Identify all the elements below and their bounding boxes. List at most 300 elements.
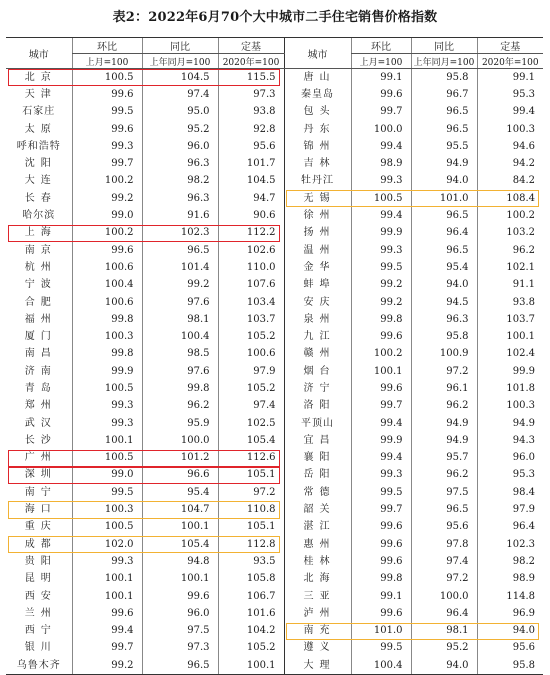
mom-cell-right: 99.4 xyxy=(351,207,411,224)
city-cell-right: 襄阳 xyxy=(284,450,351,467)
fixed-cell-left: 103.7 xyxy=(218,311,284,328)
fixed-cell-right: 100.3 xyxy=(477,398,543,415)
header-fixed-sub-left: 2020年=100 xyxy=(218,54,284,69)
city-cell-right: 烟台 xyxy=(284,363,351,380)
yoy-cell-right: 96.5 xyxy=(411,104,477,121)
fixed-cell-right: 99.4 xyxy=(477,104,543,121)
mom-cell-left: 99.6 xyxy=(72,605,142,622)
yoy-cell-right: 95.2 xyxy=(411,640,477,657)
fixed-cell-left: 90.6 xyxy=(218,207,284,224)
fixed-cell-right: 96.4 xyxy=(477,519,543,536)
city-cell-right: 锦州 xyxy=(284,138,351,155)
header-yoy-left: 同比 xyxy=(142,38,218,54)
city-cell-left: 广州 xyxy=(24,452,57,464)
fixed-cell-right: 97.9 xyxy=(477,501,543,518)
table-row xyxy=(6,121,543,138)
fixed-cell-left: 95.6 xyxy=(218,138,284,155)
yoy-cell-left: 99.6 xyxy=(142,588,218,605)
table-row xyxy=(6,623,543,640)
fixed-cell-left: 93.5 xyxy=(218,553,284,570)
mom-cell-right: 99.6 xyxy=(351,380,411,397)
table-row xyxy=(6,501,543,518)
table-row xyxy=(6,277,543,294)
yoy-cell-left: 97.6 xyxy=(142,294,218,311)
fixed-cell-left: 105.8 xyxy=(218,571,284,588)
yoy-cell-left: 96.5 xyxy=(142,657,218,675)
header-yoy-right: 同比 xyxy=(411,38,477,54)
fixed-cell-right: 95.3 xyxy=(477,86,543,103)
table-row xyxy=(6,104,543,121)
fixed-cell-left: 105.4 xyxy=(218,432,284,449)
yoy-cell-right: 97.2 xyxy=(411,571,477,588)
fixed-cell-left: 105.1 xyxy=(218,467,284,484)
yoy-cell-left: 96.5 xyxy=(142,242,218,259)
yoy-cell-left: 96.6 xyxy=(142,467,218,484)
city-cell-right: 扬州 xyxy=(284,225,351,242)
mom-cell-left: 99.3 xyxy=(72,398,142,415)
fixed-cell-right: 84.2 xyxy=(477,173,543,190)
mom-cell-left: 99.2 xyxy=(72,657,142,675)
city-cell-left: 太原 xyxy=(24,123,57,135)
mom-cell-left: 100.5 xyxy=(72,380,142,397)
mom-cell-right: 99.7 xyxy=(351,501,411,518)
yoy-cell-left: 95.2 xyxy=(142,121,218,138)
city-cell-left: 深圳 xyxy=(24,469,57,481)
city-cell-left: 武汉 xyxy=(24,417,57,429)
city-cell-left: 昆明 xyxy=(24,573,57,585)
mom-cell-left: 100.1 xyxy=(72,588,142,605)
table-row xyxy=(6,536,543,553)
yoy-cell-right: 97.5 xyxy=(411,484,477,501)
yoy-cell-right: 94.0 xyxy=(411,277,477,294)
yoy-cell-left: 104.7 xyxy=(142,501,218,518)
city-cell-right: 包头 xyxy=(284,104,351,121)
fixed-cell-right: 96.0 xyxy=(477,450,543,467)
fixed-cell-left: 92.8 xyxy=(218,121,284,138)
mom-cell-left: 99.5 xyxy=(72,484,142,501)
mom-cell-left: 99.9 xyxy=(72,363,142,380)
fixed-cell-right: 100.3 xyxy=(477,121,543,138)
fixed-cell-left: 105.2 xyxy=(218,380,284,397)
mom-cell-left: 100.6 xyxy=(72,259,142,276)
yoy-cell-left: 101.4 xyxy=(142,259,218,276)
fixed-cell-left: 104.5 xyxy=(218,173,284,190)
city-cell-right: 蚌埠 xyxy=(284,277,351,294)
mom-cell-right: 100.5 xyxy=(351,190,411,207)
city-cell-left: 沈阳 xyxy=(24,158,57,170)
city-cell-right: 北海 xyxy=(284,571,351,588)
header-city-left: 城市 xyxy=(6,38,72,69)
yoy-cell-right: 96.4 xyxy=(411,605,477,622)
table-row xyxy=(6,571,543,588)
city-cell-right: 温州 xyxy=(284,242,351,259)
header-fixed-sub-right: 2020年=100 xyxy=(477,54,543,69)
city-cell-right: 桂林 xyxy=(284,553,351,570)
yoy-cell-left: 101.2 xyxy=(142,450,218,467)
mom-cell-left: 100.2 xyxy=(72,173,142,190)
mom-cell-right: 99.8 xyxy=(351,311,411,328)
city-cell-right: 洛阳 xyxy=(284,398,351,415)
yoy-cell-left: 96.2 xyxy=(142,398,218,415)
fixed-cell-right: 100.1 xyxy=(477,328,543,345)
city-cell-right: 韶关 xyxy=(284,501,351,518)
fixed-cell-right: 99.9 xyxy=(477,363,543,380)
mom-cell-left: 99.2 xyxy=(72,190,142,207)
city-cell-left: 南昌 xyxy=(24,348,57,360)
fixed-cell-left: 105.2 xyxy=(218,640,284,657)
yoy-cell-left: 95.0 xyxy=(142,104,218,121)
mom-cell-left: 99.8 xyxy=(72,311,142,328)
fixed-cell-left: 102.5 xyxy=(218,415,284,432)
mom-cell-left: 99.5 xyxy=(72,104,142,121)
mom-cell-right: 99.6 xyxy=(351,519,411,536)
city-cell-left: 郑州 xyxy=(24,400,57,412)
fixed-cell-right: 96.9 xyxy=(477,605,543,622)
city-cell-left: 上海 xyxy=(24,227,57,239)
mom-cell-right: 98.9 xyxy=(351,155,411,172)
table-row xyxy=(6,640,543,657)
yoy-cell-right: 94.9 xyxy=(411,415,477,432)
mom-cell-right: 99.6 xyxy=(351,605,411,622)
fixed-cell-right: 95.6 xyxy=(477,640,543,657)
mom-cell-right: 100.0 xyxy=(351,121,411,138)
mom-cell-left: 100.6 xyxy=(72,294,142,311)
city-cell-left: 青岛 xyxy=(24,382,57,394)
mom-cell-left: 99.6 xyxy=(72,86,142,103)
city-cell-right: 金华 xyxy=(284,259,351,276)
city-cell-right: 安庆 xyxy=(284,294,351,311)
mom-cell-right: 100.4 xyxy=(351,657,411,675)
table-row xyxy=(6,450,543,467)
yoy-cell-left: 100.0 xyxy=(142,432,218,449)
header-fixed-right: 定基 xyxy=(477,38,543,54)
header-mom-left: 环比 xyxy=(72,38,142,54)
yoy-cell-left: 97.4 xyxy=(142,86,218,103)
city-cell-left: 西宁 xyxy=(24,625,57,637)
city-cell-right: 泉州 xyxy=(284,311,351,328)
fixed-cell-left: 110.8 xyxy=(218,501,284,518)
table-row xyxy=(6,190,543,207)
fixed-cell-left: 101.6 xyxy=(218,605,284,622)
mom-cell-right: 99.5 xyxy=(351,259,411,276)
fixed-cell-right: 94.6 xyxy=(477,138,543,155)
table-row xyxy=(6,346,543,363)
fixed-cell-left: 106.7 xyxy=(218,588,284,605)
mom-cell-right: 99.9 xyxy=(351,432,411,449)
mom-cell-left: 100.3 xyxy=(72,328,142,345)
mom-cell-right: 99.6 xyxy=(351,536,411,553)
fixed-cell-left: 97.4 xyxy=(218,398,284,415)
table-row xyxy=(6,225,543,242)
city-cell-right: 常德 xyxy=(284,484,351,501)
mom-cell-right: 99.4 xyxy=(351,415,411,432)
mom-cell-right: 99.3 xyxy=(351,173,411,190)
yoy-cell-right: 96.1 xyxy=(411,380,477,397)
yoy-cell-left: 98.2 xyxy=(142,173,218,190)
table-row xyxy=(6,86,543,103)
yoy-cell-right: 94.0 xyxy=(411,173,477,190)
fixed-cell-right: 103.2 xyxy=(477,225,543,242)
city-cell-right: 岳阳 xyxy=(284,467,351,484)
fixed-cell-left: 93.8 xyxy=(218,104,284,121)
table-row xyxy=(6,138,543,155)
yoy-cell-left: 96.3 xyxy=(142,190,218,207)
yoy-cell-left: 97.6 xyxy=(142,363,218,380)
fixed-cell-left: 115.5 xyxy=(218,69,284,87)
table-row xyxy=(6,328,543,345)
city-cell-right: 吉林 xyxy=(284,155,351,172)
yoy-cell-left: 97.5 xyxy=(142,623,218,640)
mom-cell-left: 100.5 xyxy=(72,450,142,467)
fixed-cell-right: 94.3 xyxy=(477,432,543,449)
table-row xyxy=(6,380,543,397)
fixed-cell-left: 97.2 xyxy=(218,484,284,501)
fixed-cell-right: 101.8 xyxy=(477,380,543,397)
city-cell-left: 海口 xyxy=(24,504,57,516)
yoy-cell-right: 96.7 xyxy=(411,86,477,103)
mom-cell-left: 100.3 xyxy=(72,501,142,518)
mom-cell-right: 99.8 xyxy=(351,571,411,588)
fixed-cell-left: 112.8 xyxy=(218,536,284,553)
yoy-cell-left: 98.1 xyxy=(142,311,218,328)
table-row xyxy=(6,415,543,432)
fixed-cell-right: 114.8 xyxy=(477,588,543,605)
header-mom-sub-left: 上月=100 xyxy=(72,54,142,69)
mom-cell-left: 99.3 xyxy=(72,553,142,570)
yoy-cell-right: 95.4 xyxy=(411,259,477,276)
city-cell-left: 南京 xyxy=(24,244,57,256)
yoy-cell-right: 96.5 xyxy=(411,207,477,224)
fixed-cell-right: 102.3 xyxy=(477,536,543,553)
city-cell-left: 呼和浩特 xyxy=(16,140,61,152)
city-cell-left: 成都 xyxy=(24,538,57,550)
yoy-cell-right: 97.2 xyxy=(411,363,477,380)
fixed-cell-left: 101.7 xyxy=(218,155,284,172)
mom-cell-left: 99.3 xyxy=(72,138,142,155)
city-cell-left: 贵阳 xyxy=(24,555,57,567)
city-cell-left: 北京 xyxy=(24,71,57,83)
city-cell-left: 济南 xyxy=(24,365,57,377)
mom-cell-left: 99.7 xyxy=(72,640,142,657)
yoy-cell-right: 100.0 xyxy=(411,588,477,605)
table-row xyxy=(6,657,543,675)
city-cell-left: 合肥 xyxy=(24,296,57,308)
city-cell-right: 遵义 xyxy=(284,640,351,657)
table-row xyxy=(6,467,543,484)
fixed-cell-right: 91.1 xyxy=(477,277,543,294)
mom-cell-right: 100.2 xyxy=(351,346,411,363)
yoy-cell-right: 97.8 xyxy=(411,536,477,553)
mom-cell-right: 99.4 xyxy=(351,450,411,467)
yoy-cell-left: 94.8 xyxy=(142,553,218,570)
mom-cell-left: 99.0 xyxy=(72,207,142,224)
fixed-cell-right: 108.4 xyxy=(477,190,543,207)
mom-cell-left: 99.7 xyxy=(72,155,142,172)
yoy-cell-right: 96.2 xyxy=(411,398,477,415)
fixed-cell-right: 102.4 xyxy=(477,346,543,363)
table-row xyxy=(6,311,543,328)
fixed-cell-left: 102.6 xyxy=(218,242,284,259)
mom-cell-right: 99.6 xyxy=(351,86,411,103)
yoy-cell-right: 96.5 xyxy=(411,242,477,259)
city-cell-left: 重庆 xyxy=(24,521,57,533)
yoy-cell-left: 105.4 xyxy=(142,536,218,553)
table-title: 表2：2022年6月70个大中城市二手住宅销售价格指数 xyxy=(112,10,438,25)
mom-cell-left: 99.6 xyxy=(72,242,142,259)
mom-cell-right: 99.2 xyxy=(351,294,411,311)
mom-cell-right: 99.2 xyxy=(351,277,411,294)
yoy-cell-right: 96.2 xyxy=(411,467,477,484)
mom-cell-right: 100.1 xyxy=(351,363,411,380)
yoy-cell-left: 91.6 xyxy=(142,207,218,224)
fixed-cell-right: 94.9 xyxy=(477,415,543,432)
fixed-cell-left: 103.4 xyxy=(218,294,284,311)
city-cell-left: 石家庄 xyxy=(22,106,56,118)
mom-cell-right: 99.6 xyxy=(351,328,411,345)
city-cell-right: 赣州 xyxy=(284,346,351,363)
fixed-cell-left: 100.1 xyxy=(218,657,284,675)
yoy-cell-right: 95.7 xyxy=(411,450,477,467)
mom-cell-right: 99.9 xyxy=(351,225,411,242)
city-cell-right: 济宁 xyxy=(284,380,351,397)
yoy-cell-left: 104.5 xyxy=(142,69,218,87)
header-mom-right: 环比 xyxy=(351,38,411,54)
yoy-cell-right: 100.9 xyxy=(411,346,477,363)
price-index-table xyxy=(6,37,543,675)
city-cell-left: 西安 xyxy=(24,590,57,602)
table-row xyxy=(6,259,543,276)
fixed-cell-left: 94.7 xyxy=(218,190,284,207)
table-row xyxy=(6,69,543,87)
mom-cell-right: 99.4 xyxy=(351,138,411,155)
yoy-cell-left: 96.0 xyxy=(142,138,218,155)
city-cell-right: 九江 xyxy=(284,328,351,345)
yoy-cell-right: 96.3 xyxy=(411,311,477,328)
city-cell-right: 泸州 xyxy=(284,605,351,622)
yoy-cell-right: 101.0 xyxy=(411,190,477,207)
city-cell-right: 牡丹江 xyxy=(284,173,351,190)
table-row xyxy=(6,484,543,501)
mom-cell-right: 99.5 xyxy=(351,484,411,501)
mom-cell-right: 99.3 xyxy=(351,467,411,484)
fixed-cell-left: 100.6 xyxy=(218,346,284,363)
fixed-cell-right: 98.2 xyxy=(477,553,543,570)
city-cell-left: 长春 xyxy=(24,192,57,204)
table-row xyxy=(6,398,543,415)
mom-cell-left: 99.6 xyxy=(72,121,142,138)
city-cell-right: 秦皇岛 xyxy=(284,86,351,103)
mom-cell-left: 102.0 xyxy=(72,536,142,553)
yoy-cell-left: 100.4 xyxy=(142,328,218,345)
table-row xyxy=(6,173,543,190)
yoy-cell-left: 99.8 xyxy=(142,380,218,397)
fixed-cell-right: 95.3 xyxy=(477,467,543,484)
header-yoy-sub-left: 上年同月=100 xyxy=(142,54,218,69)
fixed-cell-right: 98.4 xyxy=(477,484,543,501)
mom-cell-right: 99.7 xyxy=(351,104,411,121)
yoy-cell-right: 95.8 xyxy=(411,328,477,345)
fixed-cell-right: 94.2 xyxy=(477,155,543,172)
city-cell-left: 哈尔滨 xyxy=(22,210,56,222)
table-row xyxy=(6,207,543,224)
city-cell-left: 福州 xyxy=(24,313,57,325)
table-body xyxy=(6,69,543,675)
fixed-cell-right: 94.0 xyxy=(477,623,543,640)
fixed-cell-left: 107.6 xyxy=(218,277,284,294)
city-cell-right: 宜昌 xyxy=(284,432,351,449)
city-cell-right: 三亚 xyxy=(284,588,351,605)
city-cell-left: 天津 xyxy=(24,88,57,100)
fixed-cell-left: 110.0 xyxy=(218,259,284,276)
mom-cell-right: 99.1 xyxy=(351,69,411,87)
yoy-cell-right: 95.8 xyxy=(411,69,477,87)
yoy-cell-left: 102.3 xyxy=(142,225,218,242)
fixed-cell-left: 105.1 xyxy=(218,519,284,536)
city-cell-right: 唐山 xyxy=(284,69,351,87)
header-mom-sub-right: 上月=100 xyxy=(351,54,411,69)
table-row xyxy=(6,242,543,259)
mom-cell-right: 101.0 xyxy=(351,623,411,640)
yoy-cell-right: 97.4 xyxy=(411,553,477,570)
city-cell-left: 厦门 xyxy=(24,331,57,343)
mom-cell-left: 99.8 xyxy=(72,346,142,363)
yoy-cell-right: 95.6 xyxy=(411,519,477,536)
fixed-cell-right: 103.7 xyxy=(477,311,543,328)
mom-cell-left: 99.0 xyxy=(72,467,142,484)
mom-cell-left: 100.1 xyxy=(72,432,142,449)
fixed-cell-right: 98.9 xyxy=(477,571,543,588)
city-cell-right: 大理 xyxy=(284,657,351,675)
table-row xyxy=(6,588,543,605)
table-row xyxy=(6,155,543,172)
fixed-cell-left: 97.9 xyxy=(218,363,284,380)
yoy-cell-left: 98.5 xyxy=(142,346,218,363)
city-cell-left: 杭州 xyxy=(24,261,57,273)
fixed-cell-left: 112.2 xyxy=(218,225,284,242)
fixed-cell-right: 102.1 xyxy=(477,259,543,276)
header-yoy-sub-right: 上年同月=100 xyxy=(411,54,477,69)
yoy-cell-right: 95.5 xyxy=(411,138,477,155)
fixed-cell-right: 96.2 xyxy=(477,242,543,259)
fixed-cell-right: 100.2 xyxy=(477,207,543,224)
city-cell-left: 兰州 xyxy=(24,607,57,619)
yoy-cell-right: 94.5 xyxy=(411,294,477,311)
yoy-cell-right: 98.1 xyxy=(411,623,477,640)
table-row xyxy=(6,519,543,536)
mom-cell-right: 99.7 xyxy=(351,398,411,415)
yoy-cell-left: 96.3 xyxy=(142,155,218,172)
yoy-cell-right: 96.5 xyxy=(411,501,477,518)
header-fixed-left: 定基 xyxy=(218,38,284,54)
yoy-cell-left: 95.9 xyxy=(142,415,218,432)
yoy-cell-left: 95.4 xyxy=(142,484,218,501)
city-cell-left: 宁波 xyxy=(24,279,57,291)
city-cell-right: 南充 xyxy=(284,623,351,640)
mom-cell-left: 99.3 xyxy=(72,415,142,432)
yoy-cell-left: 99.2 xyxy=(142,277,218,294)
mom-cell-left: 100.2 xyxy=(72,225,142,242)
fixed-cell-right: 99.1 xyxy=(477,69,543,87)
yoy-cell-right: 94.9 xyxy=(411,432,477,449)
yoy-cell-right: 96.4 xyxy=(411,225,477,242)
city-cell-right: 平顶山 xyxy=(284,415,351,432)
fixed-cell-left: 105.2 xyxy=(218,328,284,345)
mom-cell-left: 100.5 xyxy=(72,519,142,536)
yoy-cell-right: 94.0 xyxy=(411,657,477,675)
fixed-cell-left: 112.6 xyxy=(218,450,284,467)
fixed-cell-right: 95.8 xyxy=(477,657,543,675)
yoy-cell-left: 97.3 xyxy=(142,640,218,657)
